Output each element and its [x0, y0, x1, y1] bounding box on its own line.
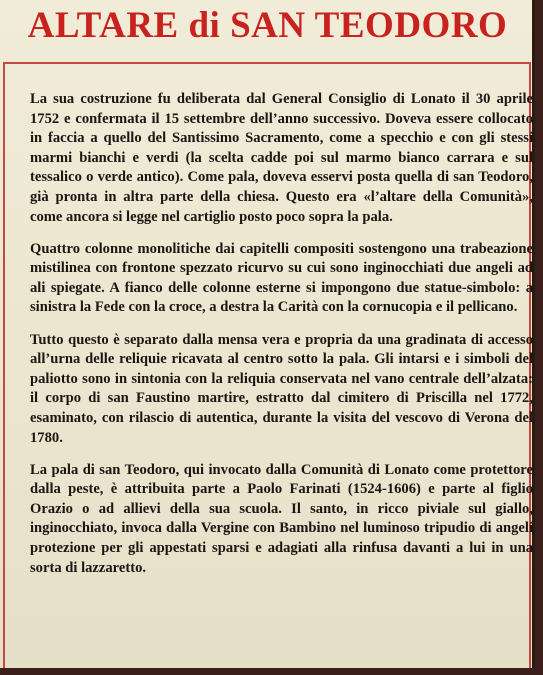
paragraph-columns: Quattro colonne monolitiche dai capitelli compositi sostengono una trabeazione mistilinea con frontone spezzato ricurvo su cui sono inginocchiati due angeli ad ali spiegate. A fianco delle colonne esterne si impongono due statue-simbolo: a sinistra la Fede con la croce, a destra la Carità con la cornucopia e il pellicano.	[30, 240, 533, 316]
paragraph-relics: Tutto questo è separato dalla mensa vera e propria da una gradinata di accesso all’urna delle reliquie ricavata al centro sotto la pala. Gli intarsi e i simboli del paliotto sono in sintonia con la reliquia conservata nel vano centrale dell’alzata: il corpo di san Faustino martire, estratto dal cimitero di Priscilla nel 1772, esaminato, con rilascio di autentica, durante la visita del vescovo di Verona del 1780.	[30, 331, 533, 446]
paragraph-construction: La sua costruzione fu deliberata dal General Consiglio di Lonato il 30 aprile 1752 e confermata il 15 settembre dell’anno successivo. Doveva essere collocato in faccia a quello del Santissimo Sacramento, come a specchio e con gli stessi marmi bianchi e verdi (la scelta cadde poi sul marmo bianco carrara e sul tessalico o verde antico). Come pala, doveva esservi posta quella di san Teodoro, già pronta in altra parte della chiesa. Questo era «l’altare della Comunità», come ancora si legge nel cartiglio posto poco sopra la pala.	[30, 91, 533, 225]
paragraph-altarpiece: La pala di san Teodoro, qui invocato dalla Comunità di Lonato come protettore dalla peste, è attribuita parte a Paolo Farinati (1524-1606) e parte al figlio Orazio o ad allievi della sua scuola. Il santo, in ricco piviale sul giallo, inginocchiato, invoca dalla Vergine con Bambino nel luminoso tripudio di angeli protezione per gli appestati sparsi e adagiati alla rinfusa davanti a lui in una sorta di lazzaretto.	[30, 461, 533, 576]
body-text	[30, 90, 533, 591]
page-title: ALTARE di SAN TEODORO	[27, 5, 508, 46]
